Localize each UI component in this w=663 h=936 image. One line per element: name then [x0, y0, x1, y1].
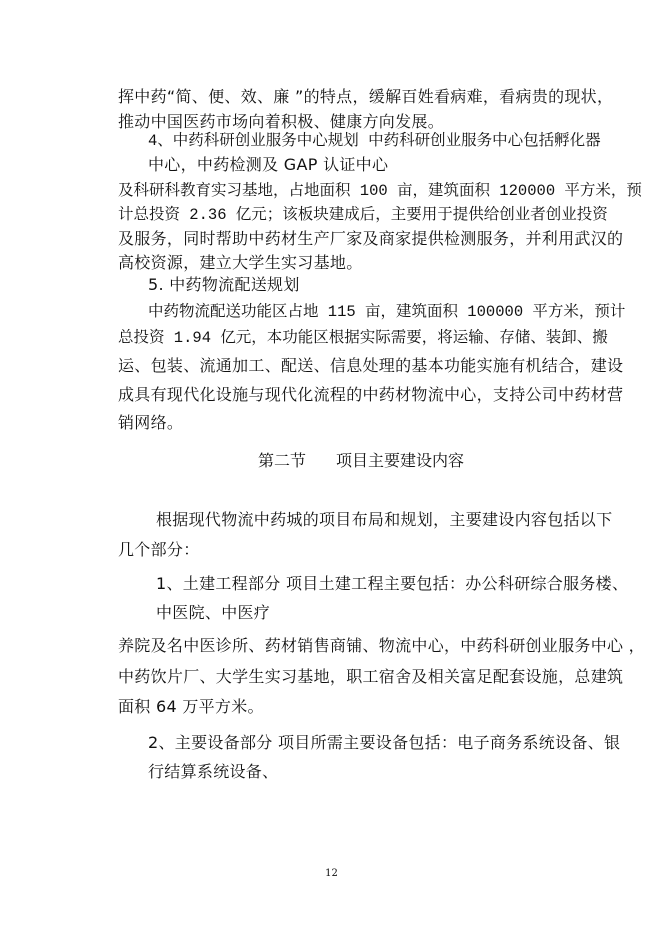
text-line: 总投资 1.94 亿元，本功能区根据实际需要，将运输、存储、装卸、搬 — [118, 329, 608, 347]
text-line: 运、包装、流通加工、配送、信息处理的基本功能实施有机结合，建设 — [118, 356, 624, 375]
page-number: 12 — [325, 868, 338, 879]
text-line: 中心，中药检测及 GAP 认证中心 — [148, 155, 389, 174]
text-line: 行结算系统设备、 — [148, 762, 279, 781]
text-line: 2、主要设备部分 项目所需主要设备包括：电子商务系统设备、银 — [148, 733, 621, 752]
text-line: 推动中国医药市场向着积极、健康方向发展。 — [118, 112, 445, 131]
text-line: 根据现代物流中药城的项目布局和规划，主要建设内容包括以下 — [156, 510, 613, 529]
section-number: 第二节 — [258, 451, 307, 470]
text-line: 计总投资 2.36 亿元；该板块建成后，主要用于提供给创业者创业投资 — [118, 206, 608, 224]
text-line: 1、土建工程部分 项目土建工程主要包括：办公科研综合服务楼、 — [156, 574, 629, 593]
section-title: 项目主要建设内容 — [336, 451, 465, 470]
text-line: 几个部分： — [118, 540, 200, 559]
text-line: 中药物流配送功能区占地 115 亩，建筑面积 100000 平方米，预计 — [148, 303, 626, 321]
text-line: 4、中药科研创业服务中心规划 中药科研创业服务中心包括孵化器 — [148, 132, 601, 150]
text-line: 面积 64 万平方米。 — [118, 697, 264, 716]
text-line: 挥中药“简、便、效、廉 ”的特点，缓解百姓看病难，看病贵的现状， — [118, 87, 614, 106]
text-line: 销网络。 — [118, 413, 184, 432]
text-line: 成具有现代化设施与现代化流程的中药材物流中心，支持公司中药材营 — [118, 385, 624, 404]
text-line: 及服务，同时帮助中药材生产厂家及商家提供检测服务，并利用武汉的 — [118, 229, 624, 248]
text-line: 中药饮片厂、大学生实习基地，职工宿舍及相关富足配套设施，总建筑 — [118, 667, 624, 686]
text-line: 中医院、中医疗 — [156, 603, 271, 622]
text-line: 5. 中药物流配送规划 — [148, 275, 300, 294]
section-heading — [258, 451, 464, 471]
text-line: 养院及名中医诊所、药材销售商铺、物流中心，中药科研创业服务中心 ， — [118, 636, 645, 655]
text-line: 高校资源，建立大学生实习基地。 — [118, 253, 363, 272]
text-line: 及科研科教育实习基地，占地面积 100 亩，建筑面积 120000 平方米，预 — [118, 182, 642, 200]
